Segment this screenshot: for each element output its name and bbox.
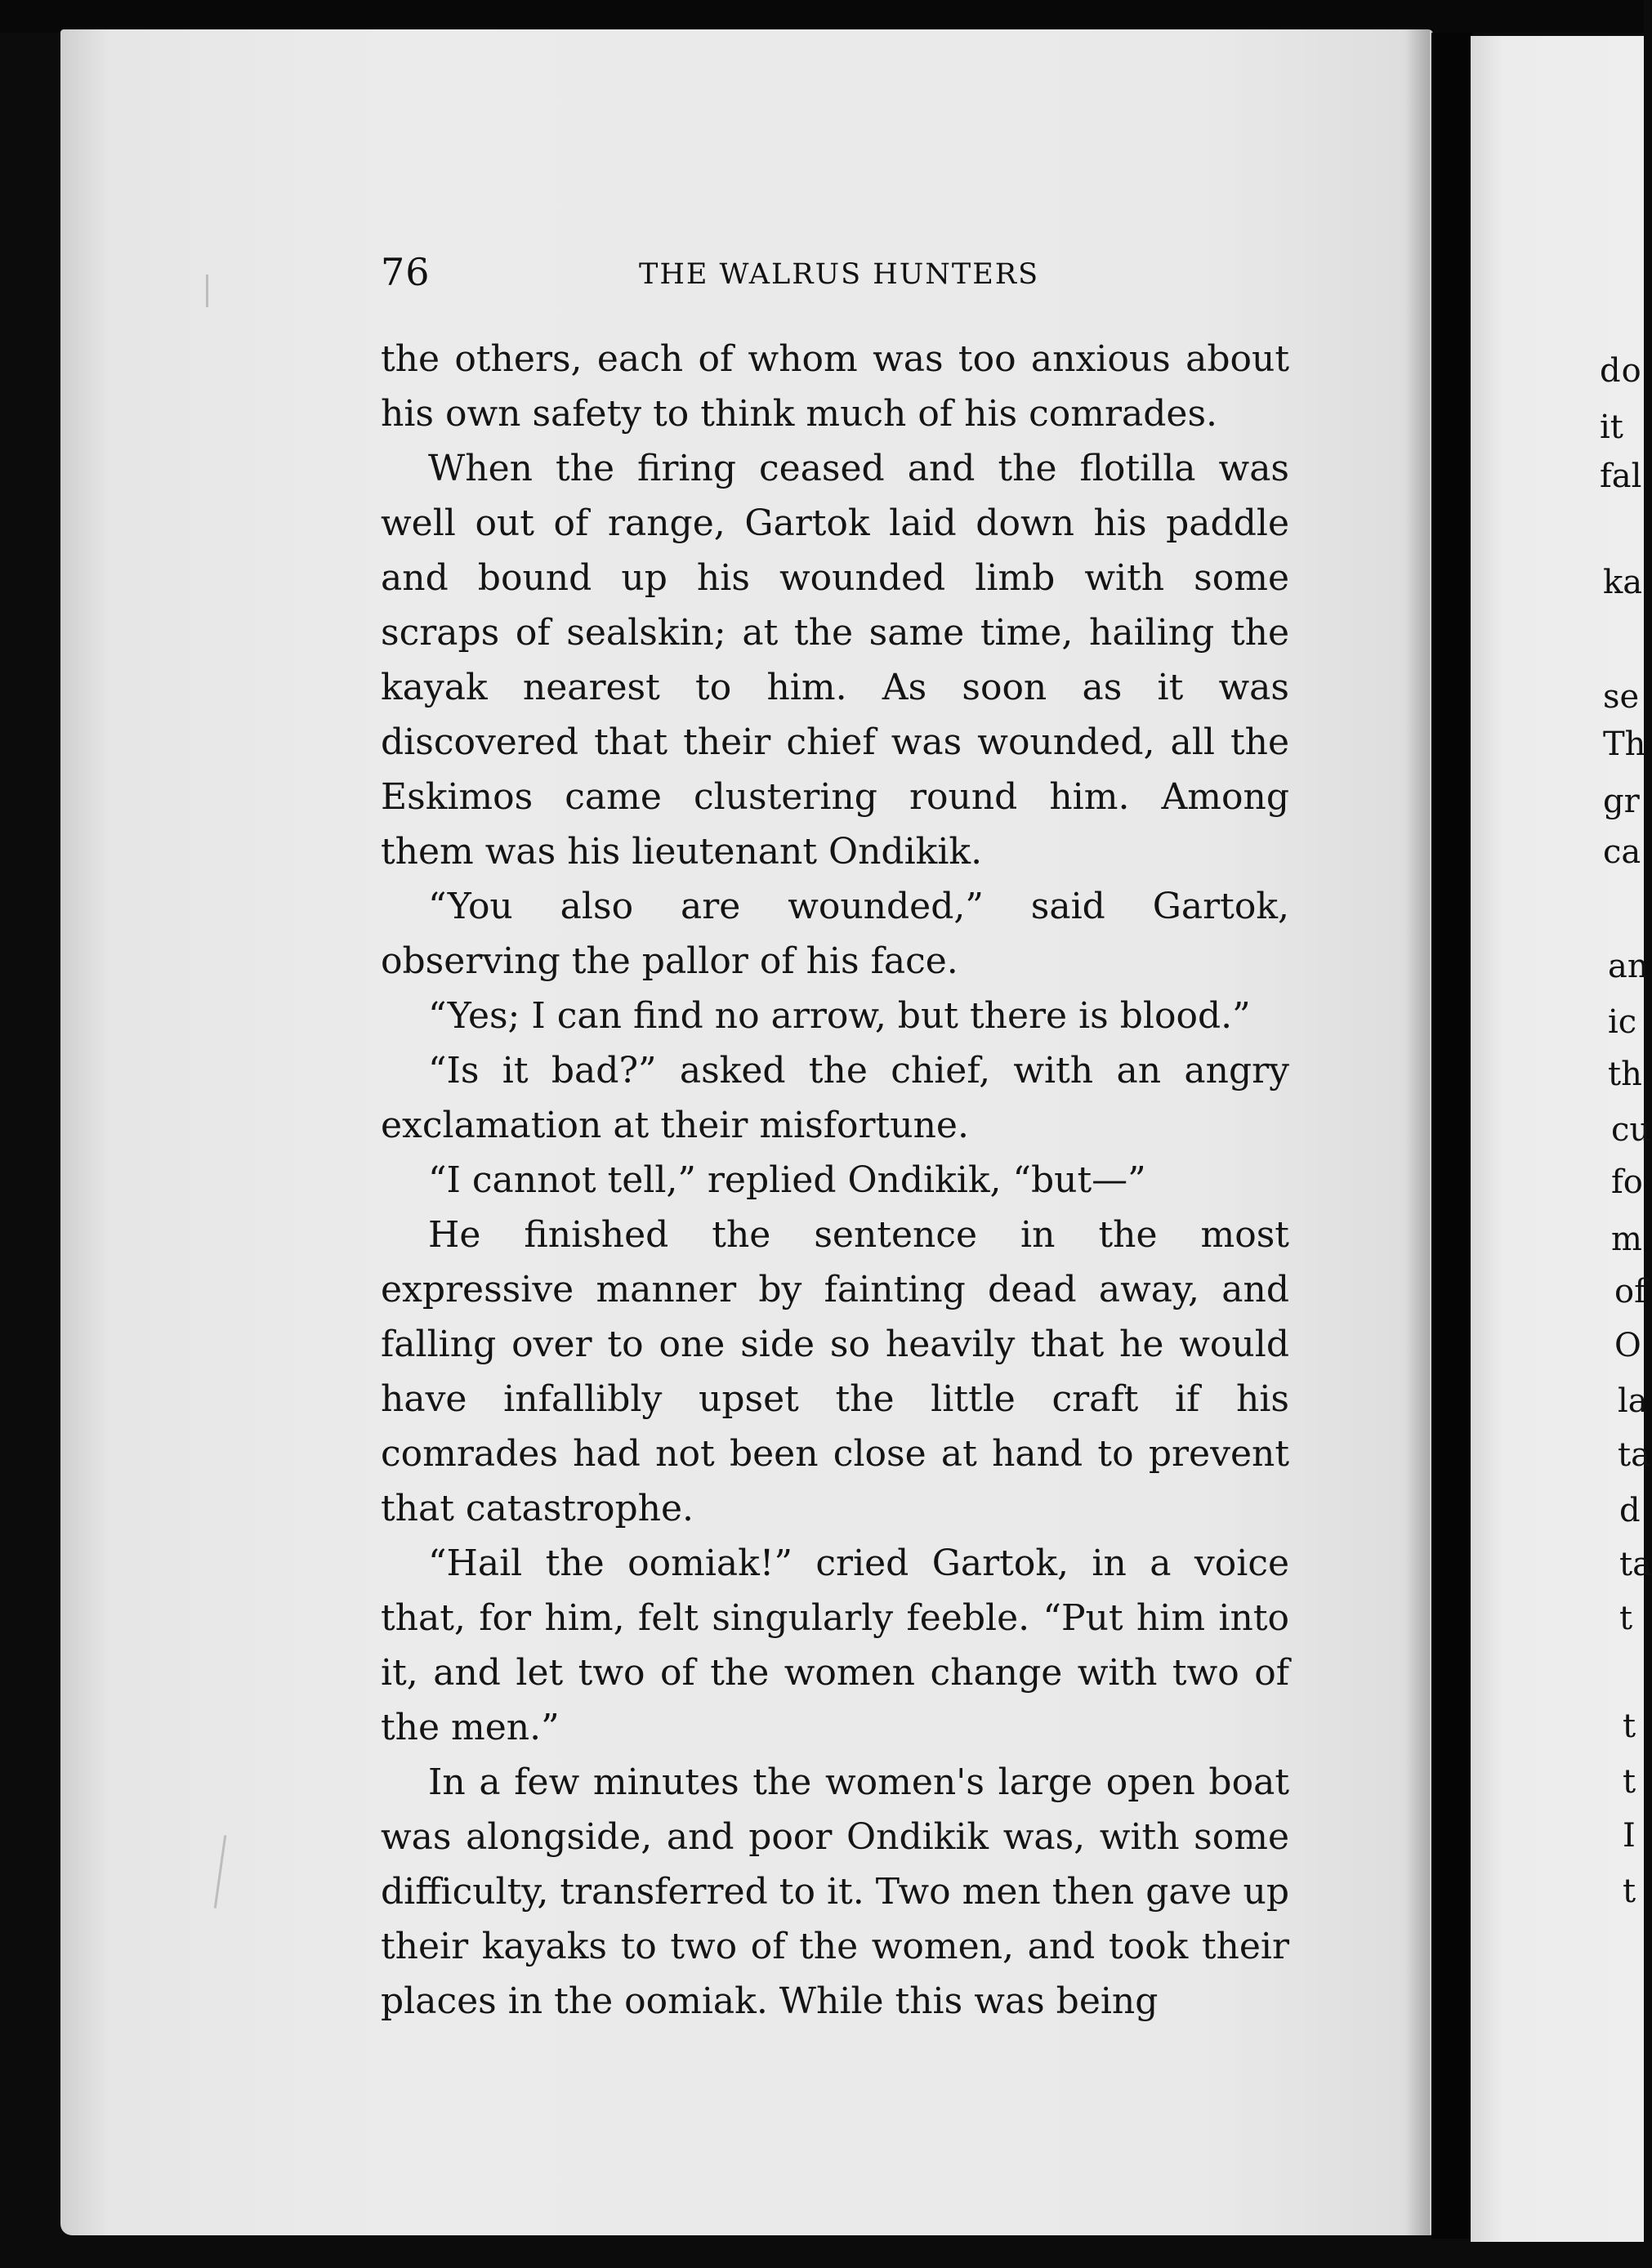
adjacent-fragment: ca	[1603, 833, 1641, 871]
adjacent-fragment: la	[1618, 1382, 1648, 1420]
paragraph: “Is it bad?” asked the chief, with an angry exclamation at their misfortune.	[381, 1050, 1289, 1146]
page-number: 76	[381, 250, 431, 294]
paragraph: “I cannot tell,” replied Ondikik, “but—”	[428, 1159, 1146, 1201]
paragraph: He finished the sentence in the most expressive manner by fainting dead away, and falling over to one side so heavily that he would have infallibly upset the little craft if his comrades had not been close at hand to prevent that catastrophe.	[381, 1214, 1289, 1529]
adjacent-fragment: t	[1623, 1873, 1636, 1910]
paragraph: When the firing ceased and the flotilla was well out of range, Gartok laid down his paddle and bound up his wounded limb with some scraps of sealskin; at the same time, hailing the kayak nearest to him. As soon as it was discovered that their chief was wounded, all the Eskimos came clustering round him. Among them was his lieutenant Ondikik.	[381, 448, 1289, 873]
adjacent-fragment: se	[1603, 678, 1640, 716]
scan-speck	[206, 275, 208, 307]
paragraph: “Hail the oomiak!” cried Gartok, in a voice that, for him, felt singularly feeble. “Put him into it, and let two of the women change with two of the men.”	[381, 1543, 1289, 1748]
adjacent-fragment: ta	[1618, 1436, 1650, 1474]
adjacent-fragment: t	[1619, 1600, 1633, 1637]
adjacent-fragment: O	[1614, 1327, 1641, 1364]
paragraph: In a few minutes the women's large open boat was alongside, and poor Ondikik was, with some difficulty, transferred to it. Two men then gave up their kayaks to two of the women, and took their places in the oomiak. While this was being	[381, 1761, 1289, 2022]
page-header	[381, 250, 1296, 299]
running-head: THE WALRUS HUNTERS	[639, 258, 1040, 291]
adjacent-fragment: it	[1600, 409, 1623, 446]
adjacent-fragment: Th	[1603, 725, 1646, 763]
adjacent-fragment: ka	[1603, 564, 1643, 601]
adjacent-fragment: th	[1608, 1056, 1642, 1093]
adjacent-fragment: do	[1600, 352, 1642, 390]
page-edge-shadow	[1405, 29, 1430, 2235]
body-text	[381, 332, 1289, 2029]
paragraph: “Yes; I can find no arrow, but there is blood.”	[428, 995, 1251, 1037]
scan-scratch	[214, 1835, 226, 1909]
scan-top-border	[0, 0, 1644, 33]
paragraph: the others, each of whom was too anxious about his own safety to think much of his comrades.	[381, 338, 1289, 435]
adjacent-fragment: of	[1614, 1273, 1646, 1310]
book-gutter	[1431, 33, 1472, 2239]
paragraph: “You also are wounded,” said Gartok, observing the pallor of his face.	[381, 886, 1289, 982]
adjacent-fragment: fo	[1611, 1163, 1643, 1201]
adjacent-fragment: I	[1623, 1817, 1636, 1855]
adjacent-fragment: ic	[1608, 1003, 1637, 1041]
adjacent-fragment: an	[1608, 948, 1649, 985]
adjacent-fragment: fal	[1600, 458, 1642, 495]
adjacent-fragment: t	[1623, 1763, 1636, 1801]
adjacent-fragment: ta	[1619, 1546, 1652, 1583]
adjacent-fragment: cu	[1611, 1111, 1651, 1149]
adjacent-fragment: d	[1619, 1492, 1641, 1529]
adjacent-fragment: m	[1611, 1221, 1642, 1258]
adjacent-fragment: gr	[1603, 783, 1640, 820]
adjacent-fragment: t	[1623, 1708, 1636, 1745]
